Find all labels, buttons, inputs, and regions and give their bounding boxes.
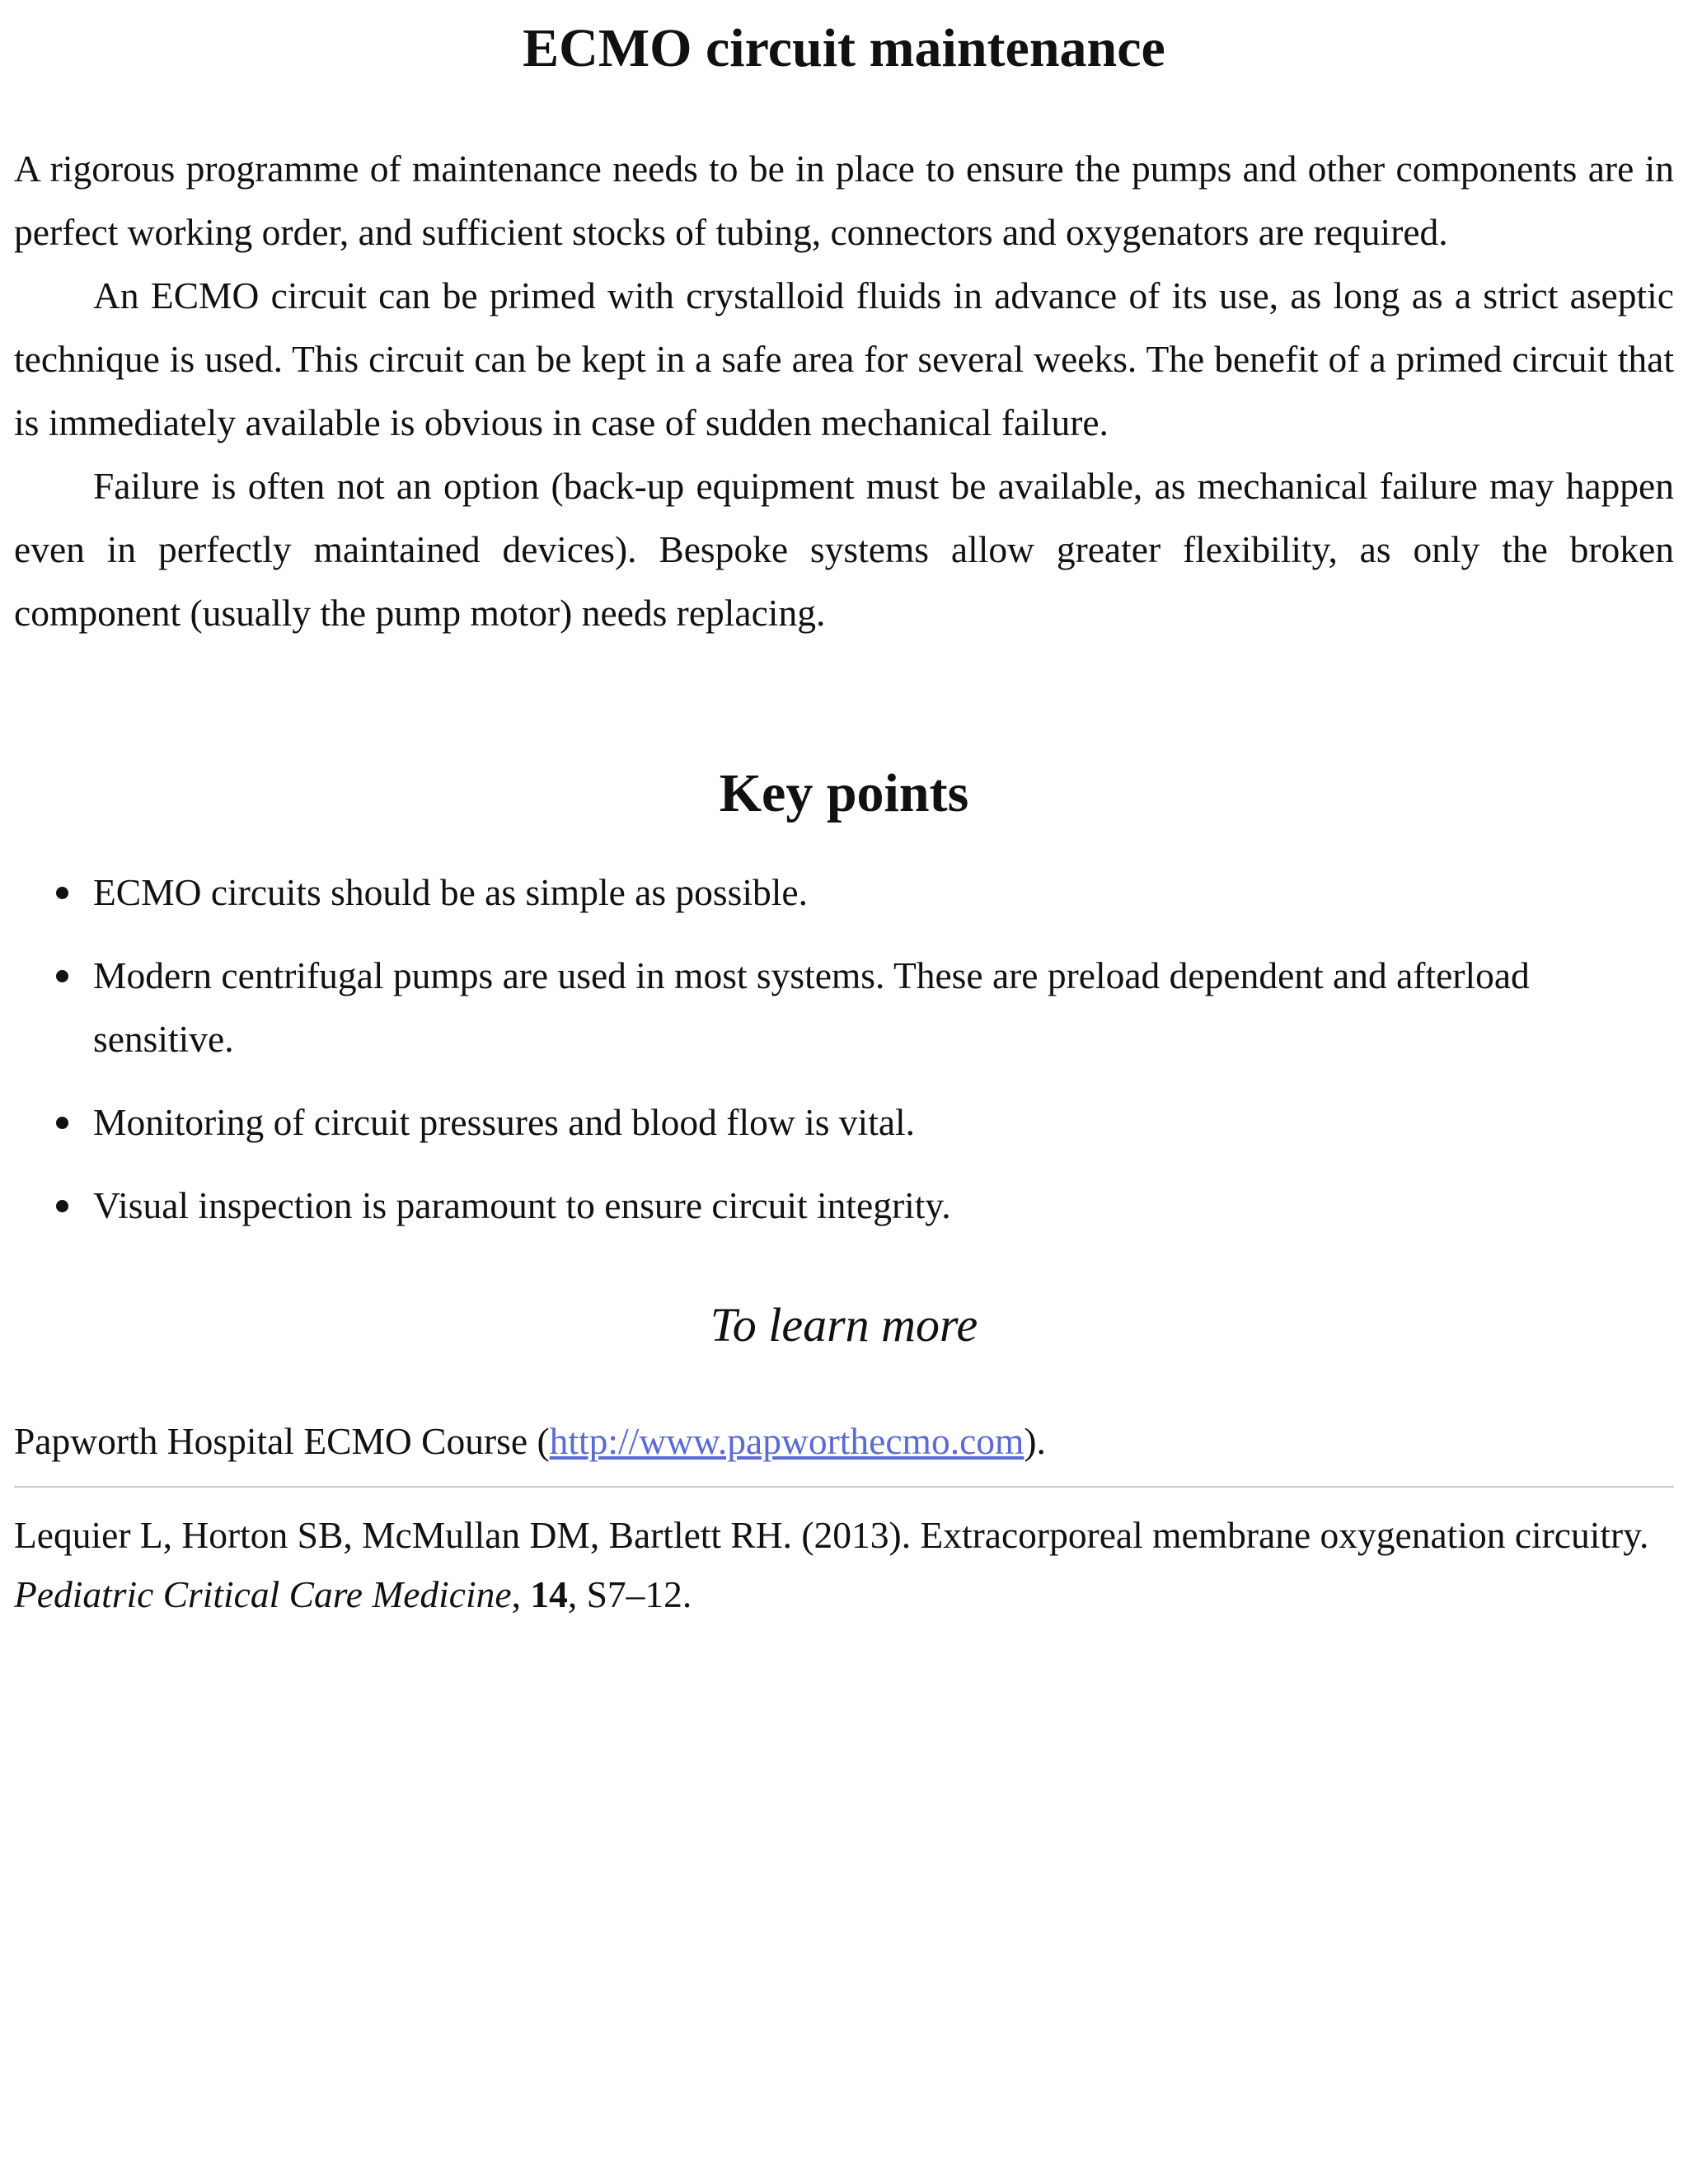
learn-more-title: To learn more (710, 1298, 978, 1352)
key-points-list (14, 860, 1674, 1237)
divider (14, 1486, 1674, 1488)
bullet-icon (56, 1117, 68, 1129)
reference-papworth-suffix: ). (1024, 1420, 1046, 1462)
key-point-item (14, 860, 1674, 924)
paragraph-maintenance: A rigorous programme of maintenance needs to be in place to ensure the pumps and other components are in perfect working order, and sufficient stocks of tubing, connectors and oxygenators are required. (14, 148, 1674, 253)
reference-lequier (14, 1506, 1674, 1624)
bullet-icon (56, 970, 68, 982)
key-point-text: ECMO circuits should be as simple as possible. (93, 871, 808, 913)
reference-volume: 14 (530, 1573, 568, 1615)
key-point-item (14, 944, 1674, 1071)
reference-journal: Pediatric Critical Care Medicine (14, 1573, 512, 1615)
papworth-ecmo-link[interactable]: http://www.papworthecmo.com (549, 1420, 1025, 1462)
bullet-icon (56, 1200, 68, 1212)
key-points-title: Key points (719, 763, 969, 823)
key-point-item (14, 1090, 1674, 1154)
paragraph-priming: An ECMO circuit can be primed with crystalloid fluids in advance of its use, as long as a strict aseptic technique is used. This circuit can be kept in a safe area for several weeks. The benefit of a primed circuit that is immediately available is obvious in case of sudden mechanical failure. (14, 274, 1674, 443)
document-page (14, 0, 1674, 1624)
reference-pages: , S7–12. (567, 1573, 692, 1615)
paragraph-failure: Failure is often not an option (back-up equipment must be available, as mechanical failure may happen even in perfectly maintained devices). Bespoke systems allow greater flexibility, as only the broken component (usually the pump motor) needs replacing. (14, 465, 1674, 634)
reference-separator: , (511, 1573, 531, 1615)
key-point-text: Visual inspection is paramount to ensure circuit integrity. (93, 1184, 951, 1226)
section-title: ECMO circuit maintenance (523, 18, 1165, 78)
key-point-text: Modern centrifugal pumps are used in most systems. These are preload dependent and afterload sensitive. (93, 954, 1530, 1060)
reference-papworth-prefix: Papworth Hospital ECMO Course ( (14, 1420, 550, 1462)
bullet-icon (56, 887, 68, 899)
key-point-item (14, 1174, 1674, 1237)
reference-lequier-text: Lequier L, Horton SB, McMullan DM, Bartlett RH. (2013). Extracorporeal membrane oxygenation circuitry. (14, 1514, 1649, 1556)
reference-papworth (14, 1412, 1674, 1471)
key-point-text: Monitoring of circuit pressures and blood flow is vital. (93, 1101, 916, 1143)
